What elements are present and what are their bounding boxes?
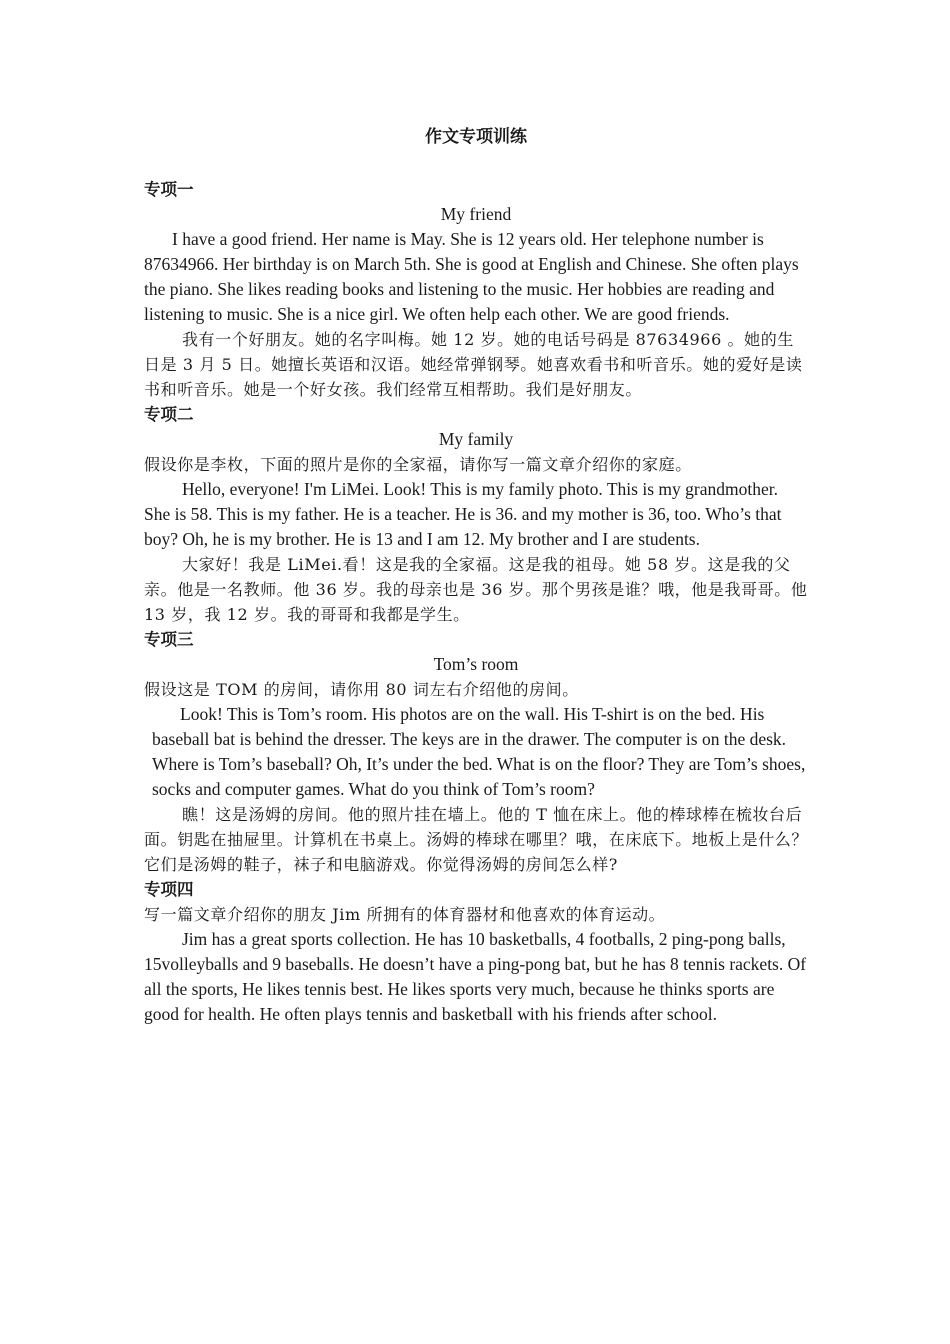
english-paragraph: Look! This is Tom’s room. His photos are on the wall. His T-shirt is on the bed. His baseball bat is behind the dresser. The keys are in the drawer. The computer is on the desk. Where is Tom’s baseball? Oh, It’s under the bed. What is on the floor? They are Tom’s shoes, socks and computer games. What do you think of Tom’s room? <box>152 704 806 799</box>
english-paragraph: Jim has a great sports collection. He has 10 basketballs, 4 footballs, 2 ping-pong balls, 15volleyballs and 9 baseballs. He doesn’t have a ping-pong bat, but he has 8 tennis rackets. Of all the sports, He likes tennis best. He likes sports very much, because he thinks sports are good for health. He often plays tennis and basketball with his friends after school. <box>144 929 807 1024</box>
section-heading: 专项四 <box>144 880 194 899</box>
chinese-paragraph: 我有一个好朋友。她的名字叫梅。她 12 岁。她的电话号码是 87634966 。她的生日是 3 月 5 日。她擅长英语和汉语。她经常弹钢琴。她喜欢看书和听音乐。她的爱好是读书和听音乐。她是一个好女孩。我们经常互相帮助。我们是好朋友。 <box>144 330 803 399</box>
prompt-paragraph: 假设这是 TOM 的房间，请你用 80 词左右介绍他的房间。 <box>144 680 579 699</box>
section-heading: 专项二 <box>144 405 194 424</box>
english-paragraph: Hello, everyone! I'm LiMei. Look! This is my family photo. This is my grandmother. <box>182 479 778 499</box>
english-paragraph: I have a good friend. Her name is May. She is 12 years old. Her telephone number is 87634966. Her birthday is on March 5th. She is good at English and Chinese. She often plays the piano. She likes reading books and listening to the music. Her hobbies are reading and listening to music. She is a nice girl. We often help each other. We are good friends. <box>144 229 799 324</box>
essay-title: My friend <box>440 204 512 224</box>
section-4 <box>144 877 808 1027</box>
prompt-paragraph: 假设你是李枚，下面的照片是你的全家福，请你写一篇文章介绍你的家庭。 <box>144 455 692 474</box>
document-page <box>144 122 808 1027</box>
section-3 <box>144 627 808 877</box>
essay-title: Tom’s room <box>433 654 519 674</box>
document-title: 作文专项训练 <box>425 127 527 146</box>
chinese-paragraph: 瞧！这是汤姆的房间。他的照片挂在墙上。他的 T 恤在床上。他的棒球棒在梳妆台后面。钥匙在抽屉里。计算机在书桌上。汤姆的棒球在哪里？哦，在床底下。地板上是什么？它们是汤姆的鞋子，袜子和电脑游戏。你觉得汤姆的房间怎么样? <box>144 805 809 874</box>
prompt-paragraph: 写一篇文章介绍你的朋友 Jim 所拥有的体育器材和他喜欢的体育运动。 <box>144 905 666 924</box>
english-block <box>144 702 808 802</box>
section-1 <box>144 177 808 402</box>
section-2 <box>144 402 808 627</box>
section-heading: 专项三 <box>144 630 194 649</box>
essay-title: My family <box>438 429 514 449</box>
chinese-paragraph: 大家好！我是 LiMei.看！这是我的全家福。这是我的祖母。她 58 岁。这是我的父亲。他是一名教师。他 36 岁。我的母亲也是 36 岁。那个男孩是谁？哦，他是我哥哥。他 13 岁，我 12 岁。我的哥哥和我都是学生。 <box>144 555 808 624</box>
english-paragraph-continued: She is 58. This is my father. He is a teacher. He is 36. and my mother is 36, too. Who’s that boy? Oh, he is my brother. He is 13 and I am 12. My brother and I are students. <box>144 504 782 549</box>
section-heading: 专项一 <box>144 180 194 199</box>
